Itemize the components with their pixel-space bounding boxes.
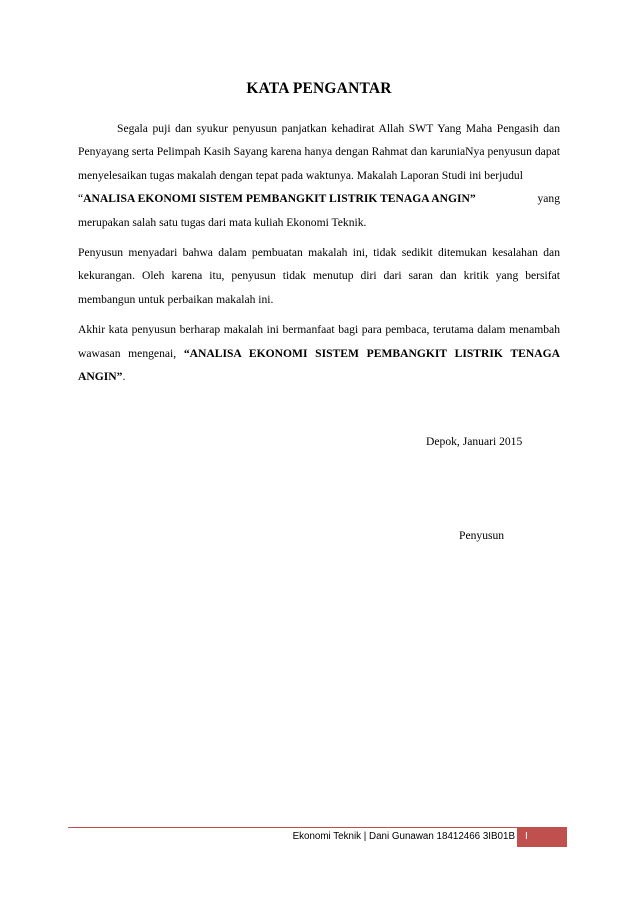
quote-open: “ <box>78 192 84 206</box>
paragraph-1-text: Segala puji dan syukur penyusun panjatkan kehadirat Allah SWT Yang Maha Pengasih dan Penyayang serta Pelimpah Kasih Sayang karena hanya dengan Rahmat dan karuniaNya penyusun dapat menyelesaikan tugas makalah dengan tepat pada waktunya. Makalah Laporan Studi ini berjudul <box>78 122 560 182</box>
report-title-1: ANALISA EKONOMI SISTEM PEMBANGKIT LISTRIK TENAGA ANGIN” <box>83 192 476 206</box>
paragraph-1-continuation: merupakan salah satu tugas dari mata kuliah Ekonomi Teknik. <box>78 215 367 229</box>
paragraph-3-end: . <box>122 370 126 384</box>
place-date: Depok, Januari 2015 <box>426 435 523 448</box>
body-text <box>78 117 560 388</box>
paragraph-1 <box>78 117 560 187</box>
paragraph-2: Penyusun menyadari bahwa dalam pembuatan makalah ini, tidak sedikit ditemukan kesalahan dan kekurangan. Oleh karena itu, penyusun tidak menutup diri dari saran dan kritik yang bersifat membangun untuk perbaikan makalah ini. <box>78 246 560 306</box>
page-number-badge <box>517 827 567 847</box>
page-number: I <box>525 831 528 842</box>
footer-divider <box>68 827 567 828</box>
report-title-2: “ANALISA EKONOMI SISTEM PEMBANGKIT LISTRIK TENAGA ANGIN” <box>78 346 561 384</box>
signer: Penyusun <box>459 529 505 542</box>
paragraph-3-text: Akhir kata penyusun berharap makalah ini bermanfaat bagi para pembaca, terutama dalam menambah wawasan mengenai, <box>78 323 560 360</box>
paragraph-1-title-line <box>78 187 560 210</box>
page-title: KATA PENGANTAR <box>246 80 392 97</box>
paragraph-1-after-title: yang <box>537 192 560 206</box>
paragraph-3 <box>78 318 560 388</box>
footer-text: Ekonomi Teknik | Dani Gunawan 18412466 3IB01B <box>292 831 515 842</box>
